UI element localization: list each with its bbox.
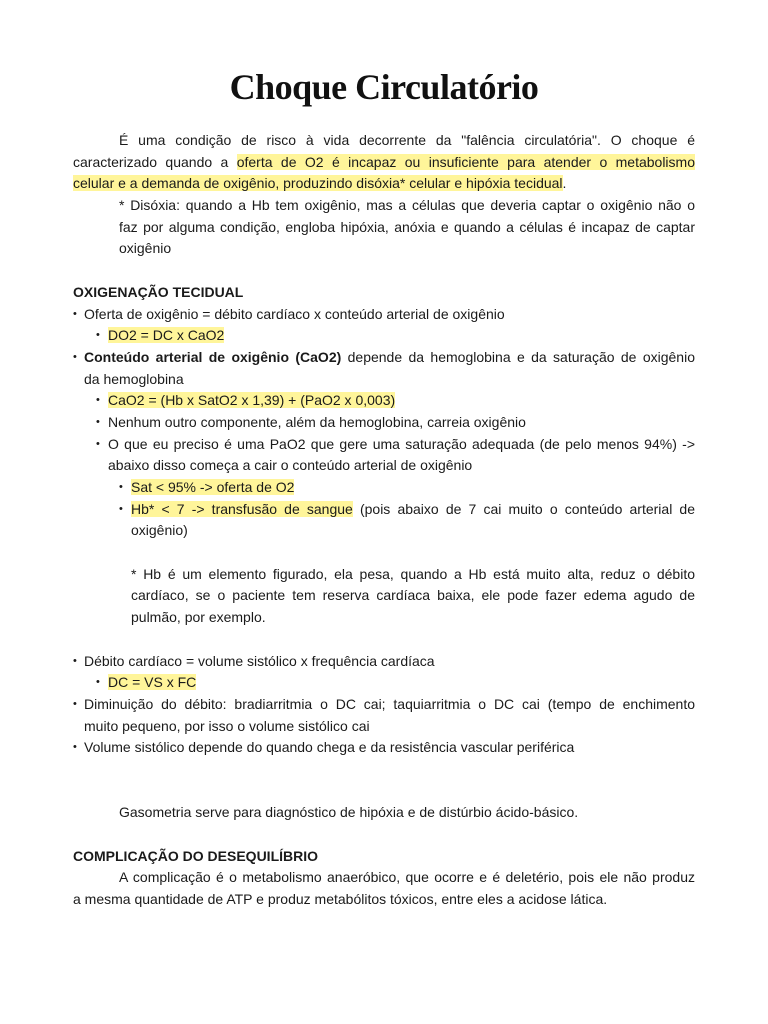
bold-text: Conteúdo arterial de oxigênio (CaO2) (84, 348, 342, 365)
list-item-continuation: abaixo disso começa a cair o conteúdo arterial de oxigênio (108, 457, 473, 474)
bullet-icon: • (96, 415, 100, 428)
bullet-icon: • (119, 502, 123, 515)
bullet-icon: • (73, 654, 77, 667)
list-item-continuation: da hemoglobina (84, 370, 184, 387)
bullet-icon: • (96, 394, 100, 407)
list-item-text: depende da hemoglobina e da saturação de oxigênio (341, 348, 695, 365)
note-line-2: cardíaco, se o paciente tem reserva cardíaca baixa, ele pode fazer edema agudo de (131, 587, 695, 604)
disoxia-line-1: * Disóxia: quando a Hb tem oxigênio, mas a células que deveria captar o oxigênio não o (119, 197, 695, 214)
complication-line-2: a mesma quantidade de ATP e produz metabólitos tóxicos, entre eles a acidose lática. (73, 891, 608, 908)
highlighted-text: celular e a demanda de oxigênio, produzindo disóxia* celular e hipóxia tecidual (73, 175, 563, 192)
list-item-text: Volume sistólico depende do quando chega e da resistência vascular periférica (84, 739, 575, 756)
highlighted-text: oferta de O2 é incapaz ou insuficiente para atender o metabolismo (236, 153, 695, 170)
list-item (73, 412, 695, 434)
highlighted-text: DC = VS x FC (108, 674, 197, 691)
list-item-text: O que eu preciso é uma PaO2 que gere uma saturação adequada (de pelo menos 94%) -> (108, 435, 695, 452)
document-body (73, 130, 695, 911)
list-item (73, 477, 695, 499)
highlighted-text: DO2 = DC x CaO2 (108, 327, 225, 344)
section-heading: OXIGENAÇÃO TECIDUAL (73, 283, 244, 300)
disoxia-line-2: faz por alguma condição, engloba hipóxia, anóxia e quando a células é incapaz de captar (119, 218, 695, 235)
gasometria-paragraph: Gasometria serve para diagnóstico de hipóxia e de distúrbio ácido-básico. (119, 804, 579, 821)
bullet-icon: • (73, 307, 77, 320)
spacer (73, 759, 695, 802)
intro-text: caracterizado quando a (73, 153, 237, 170)
highlighted-text: Sat < 95% -> oferta de O2 (131, 479, 295, 495)
bullet-icon: • (96, 329, 100, 342)
list-item (73, 434, 695, 456)
spacer (73, 542, 695, 564)
intro-line-1: É uma condição de risco à vida decorrente da "falência circulatória". O choque é (119, 132, 695, 148)
bullet-icon: • (96, 676, 100, 689)
intro-line-2 (73, 152, 695, 174)
list-item-continuation: oxigênio) (131, 522, 188, 539)
list-item (73, 390, 695, 412)
list-item (73, 651, 695, 673)
list-item (73, 325, 695, 347)
note-line-1: * Hb é um elemento figurado, ela pesa, quando a Hb está muito alta, reduz o débito (131, 565, 695, 582)
list-item-text: Oferta de oxigênio = débito cardíaco x conteúdo arterial de oxigênio (84, 305, 505, 322)
disoxia-line-3: oxigênio (119, 240, 172, 257)
list-item (73, 347, 695, 369)
list-item (73, 737, 695, 759)
intro-text: . (562, 175, 567, 192)
list-item (73, 694, 695, 716)
list-item-text: Nenhum outro componente, além da hemoglobina, carreia oxigênio (108, 413, 526, 430)
list-item-text: (pois abaixo de 7 cai muito o conteúdo arterial de (352, 500, 696, 517)
list-item-text: Diminuição do débito: bradiarritmia o DC cai; taquiarritmia o DC cai (tempo de enchimento (84, 695, 695, 712)
highlighted-text: Hb* < 7 -> transfusão de sangue (131, 500, 353, 517)
spacer (73, 824, 695, 846)
list-item (73, 304, 695, 326)
section-heading: COMPLICAÇÃO DO DESEQUILÍBRIO (73, 847, 319, 864)
list-item-text: Débito cardíaco = volume sistólico x frequência cardíaca (84, 652, 435, 669)
bullet-icon: • (119, 481, 123, 493)
page-title: Choque Circulatório (229, 67, 539, 107)
spacer (73, 629, 695, 651)
intro-line-3 (73, 173, 695, 195)
list-item (73, 499, 695, 521)
bullet-icon: • (73, 350, 77, 363)
bullet-icon: • (73, 741, 77, 754)
bullet-icon: • (96, 437, 100, 450)
complication-line-1: A complicação é o metabolismo anaeróbico, que ocorre e é deletério, pois ele não produz (119, 869, 695, 886)
highlighted-text: CaO2 = (Hb x SatO2 x 1,39) + (PaO2 x 0,003) (108, 392, 396, 409)
spacer (73, 260, 695, 282)
list-item (73, 672, 695, 694)
bullet-icon: • (73, 697, 77, 710)
list-item-continuation: muito pequeno, por isso o volume sistólico cai (84, 717, 370, 734)
note-line-3: pulmão, por exemplo. (131, 609, 266, 626)
